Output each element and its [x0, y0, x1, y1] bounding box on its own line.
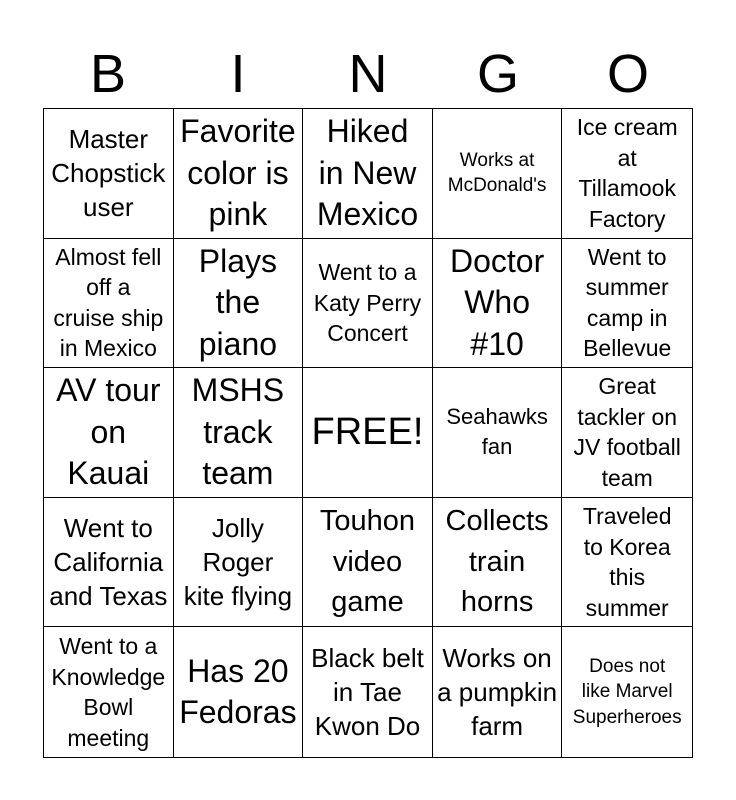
bingo-cell-label: Jolly Roger kite flying: [183, 512, 293, 612]
bingo-cell-r4-c4[interactable]: [433, 498, 563, 628]
bingo-cell-r3-c5[interactable]: [562, 368, 692, 498]
bingo-cell-label: Doctor Who #10: [449, 242, 545, 362]
bingo-cell-r1-c1[interactable]: [44, 109, 174, 239]
bingo-cell-r1-c2[interactable]: [174, 109, 304, 239]
bingo-cell-label: Favorite color is pink: [180, 112, 296, 233]
bingo-cell-label: Touhon video game: [319, 505, 416, 619]
bingo-cell-label: Works at McDonald's: [447, 149, 547, 197]
bingo-cell-r5-c3[interactable]: [303, 627, 433, 757]
header-letter-i: I: [230, 44, 246, 104]
bingo-cell-r2-c3[interactable]: [303, 239, 433, 369]
bingo-cell-r5-c1[interactable]: [44, 627, 174, 757]
bingo-board: [43, 108, 693, 758]
bingo-cell-r4-c3[interactable]: [303, 498, 433, 628]
header-letter-b: B: [89, 44, 127, 104]
bingo-cell-label: Has 20 Fedoras: [179, 652, 297, 731]
bingo-cell-label: Ice cream at Tillamook Factory: [576, 114, 678, 232]
header-letter-n: N: [348, 44, 388, 104]
bingo-cell-label: Almost fell off a cruise ship in Mexico: [53, 243, 164, 362]
bingo-cell-label: MSHS track team: [191, 372, 285, 492]
bingo-cell-r1-c3[interactable]: [303, 109, 433, 239]
bingo-cell-label: Hiked in New Mexico: [316, 112, 419, 233]
bingo-cell-r5-c2[interactable]: [174, 627, 304, 757]
bingo-cell-label: Collects train horns: [445, 505, 549, 619]
bingo-cell-r2-c1[interactable]: [44, 239, 174, 369]
bingo-cell-r1-c5[interactable]: [562, 109, 692, 239]
header-letter-o: O: [606, 44, 649, 104]
bingo-cell-label: Master Chopstick user: [51, 123, 166, 223]
bingo-cell-label: Seahawks fan: [446, 403, 548, 460]
bingo-cell-label: Traveled to Korea this summer: [582, 502, 672, 621]
bingo-cell-r5-c5[interactable]: [562, 627, 692, 757]
bingo-header: [43, 40, 693, 108]
bingo-cell-r2-c5[interactable]: [562, 239, 692, 369]
bingo-cell-r3-c1[interactable]: [44, 368, 174, 498]
bingo-cell-r2-c2[interactable]: [174, 239, 304, 369]
bingo-cell-r2-c4[interactable]: [433, 239, 563, 369]
bingo-cell-label: FREE!: [311, 411, 424, 454]
bingo-cell-label: Great tackler on JV football team: [573, 373, 681, 492]
bingo-cell-label: Works on a pumpkin farm: [437, 642, 558, 742]
bingo-cell-label: Does not like Marvel Superheroes: [572, 655, 682, 729]
bingo-cell-label: Went to California and Texas: [49, 512, 168, 612]
bingo-cell-r3-c4[interactable]: [433, 368, 563, 498]
bingo-cell-label: Went to summer camp in Bellevue: [583, 243, 672, 362]
bingo-cell-label: Went to a Katy Perry Concert: [313, 259, 422, 347]
bingo-cell-label: Went to a Knowledge Bowl meeting: [51, 633, 166, 751]
bingo-cell-r4-c5[interactable]: [562, 498, 692, 628]
bingo-cell-r4-c2[interactable]: [174, 498, 304, 628]
bingo-cell-r3-c2[interactable]: [174, 368, 304, 498]
bingo-cell-r1-c4[interactable]: [433, 109, 563, 239]
bingo-cell-r4-c1[interactable]: [44, 498, 174, 628]
bingo-cell-label: AV tour on Kauai: [56, 372, 161, 492]
bingo-cell-label: Black belt in Tae Kwon Do: [311, 642, 424, 742]
bingo-cell-r3-c3[interactable]: [303, 368, 433, 498]
bingo-cell-label: Plays the piano: [198, 242, 278, 362]
bingo-cell-r5-c4[interactable]: [433, 627, 563, 757]
header-letter-g: G: [476, 44, 519, 104]
